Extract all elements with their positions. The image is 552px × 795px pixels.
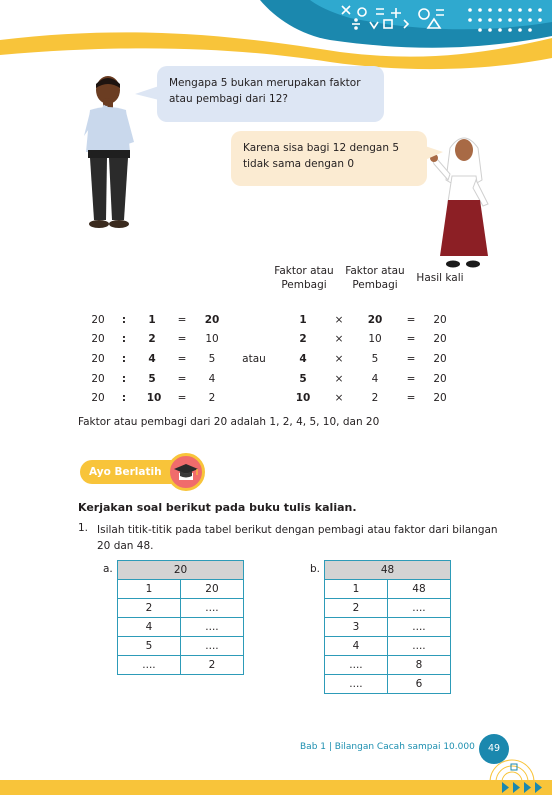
factor-1: 4 [299, 353, 307, 365]
boy-bubble-tail [135, 86, 159, 100]
dividend: 20 [91, 333, 105, 345]
table-row [118, 656, 244, 675]
table-cell: 4 [118, 618, 181, 637]
divisor: 10 [146, 392, 162, 404]
quotient: 20 [204, 314, 220, 326]
girl-speech-text: Karena sisa bagi 12 dengan 5 tidak sama dengan 0 [243, 142, 400, 170]
table-cell: 4 [325, 637, 388, 656]
table-cell: 6 [387, 675, 450, 694]
factor-header-1: Faktor atau Pembagi [274, 265, 334, 291]
table-a-header: 20 [118, 561, 244, 580]
table-a [117, 560, 244, 675]
div-operator: : [121, 392, 127, 404]
table-row [325, 675, 451, 694]
table-cell: 5 [118, 637, 181, 656]
factor-2: 4 [371, 373, 379, 385]
header-decoration [0, 0, 552, 70]
equals-sign: = [406, 314, 416, 326]
quotient: 5 [208, 353, 216, 365]
table-cell: .... [118, 656, 181, 675]
exercise-instruction: Kerjakan soal berikut pada buku tulis kalian. [78, 501, 357, 514]
equals-sign: = [177, 373, 187, 385]
multiply-sign: × [334, 392, 344, 404]
table-cell: 1 [118, 580, 181, 599]
product: 20 [433, 392, 447, 404]
table-b-header: 48 [325, 561, 451, 580]
atau-connector: atau [242, 353, 266, 365]
quotient: 4 [208, 373, 216, 385]
boy-speech-bubble [157, 66, 384, 122]
product: 20 [433, 353, 447, 365]
divisor: 2 [148, 333, 156, 345]
question-text: Isilah titik-titik pada tabel berikut dengan pembagi atau faktor dari bilangan 20 dan 48. [97, 524, 498, 552]
product: 20 [433, 373, 447, 385]
factor-2: 2 [371, 392, 379, 404]
table-row [325, 580, 451, 599]
table-cell: 8 [387, 656, 450, 675]
table-b-label: b. [310, 563, 321, 575]
equals-sign: = [406, 373, 416, 385]
factor-2: 20 [367, 314, 383, 326]
arrow-icons [500, 781, 550, 794]
dividend: 20 [91, 314, 105, 326]
factor-header-2: Faktor atau Pembagi [345, 265, 405, 291]
multiply-sign: × [334, 314, 344, 326]
quotient: 10 [205, 333, 219, 345]
girl-bubble-tail [425, 146, 443, 160]
factor-2: 10 [368, 333, 382, 345]
table-cell: .... [387, 637, 450, 656]
table-a-label: a. [103, 563, 113, 575]
equals-sign: = [406, 353, 416, 365]
table-cell: 2 [180, 656, 243, 675]
table-row [325, 656, 451, 675]
equals-sign: = [177, 353, 187, 365]
div-operator: : [121, 333, 127, 345]
table-b [324, 560, 451, 694]
table-row [325, 618, 451, 637]
div-operator: : [121, 314, 127, 326]
factor-1: 1 [299, 314, 307, 326]
table-cell: .... [180, 618, 243, 637]
divisor: 1 [148, 314, 156, 326]
equals-sign: = [406, 392, 416, 404]
equals-sign: = [406, 333, 416, 345]
table-row [325, 599, 451, 618]
quotient: 2 [208, 392, 216, 404]
girl-speech-bubble [231, 131, 427, 186]
table-cell: .... [325, 656, 388, 675]
factor-1: 10 [295, 392, 311, 404]
table-row [118, 599, 244, 618]
factor-1: 5 [299, 373, 307, 385]
multiply-sign: × [334, 333, 344, 345]
chapter-title: Bab 1 | Bilangan Cacah sampai 10.000 [300, 742, 475, 752]
equals-sign: = [177, 314, 187, 326]
table-cell: 1 [325, 580, 388, 599]
table-cell: .... [180, 599, 243, 618]
table-cell: .... [387, 599, 450, 618]
table-cell: .... [325, 675, 388, 694]
question-number: 1. [78, 522, 89, 534]
equals-sign: = [177, 333, 187, 345]
table-row [118, 580, 244, 599]
factor-1: 2 [299, 333, 307, 345]
product: 20 [433, 333, 447, 345]
table-row [118, 637, 244, 656]
factor-2: 5 [371, 353, 379, 365]
exercise-badge-label: Ayo Berlatih [89, 466, 162, 478]
table-cell: 3 [325, 618, 388, 637]
graduation-cap-icon [167, 453, 205, 491]
divisor: 4 [148, 353, 156, 365]
table-cell: 2 [118, 599, 181, 618]
product: 20 [433, 314, 447, 326]
footer-ornament [484, 748, 540, 782]
table-row [118, 618, 244, 637]
multiply-sign: × [334, 353, 344, 365]
divisor: 5 [148, 373, 156, 385]
div-operator: : [121, 353, 127, 365]
equals-sign: = [177, 392, 187, 404]
product-header: Hasil kali [416, 272, 464, 284]
page-number: 49 [479, 734, 509, 764]
multiply-sign: × [334, 373, 344, 385]
factors-summary: Faktor atau pembagi dari 20 adalah 1, 2, 4, 5, 10, dan 20 [78, 416, 380, 428]
div-operator: : [121, 373, 127, 385]
dividend: 20 [91, 353, 105, 365]
table-cell: .... [387, 618, 450, 637]
table-row [325, 637, 451, 656]
table-cell: 20 [180, 580, 243, 599]
dividend: 20 [91, 392, 105, 404]
table-cell: 48 [387, 580, 450, 599]
footer-band [0, 780, 552, 795]
dividend: 20 [91, 373, 105, 385]
table-cell: 2 [325, 599, 388, 618]
boy-speech-text: Mengapa 5 bukan merupakan faktor atau pembagi dari 12? [169, 77, 361, 105]
boy-illustration [80, 72, 138, 232]
table-cell: .... [180, 637, 243, 656]
